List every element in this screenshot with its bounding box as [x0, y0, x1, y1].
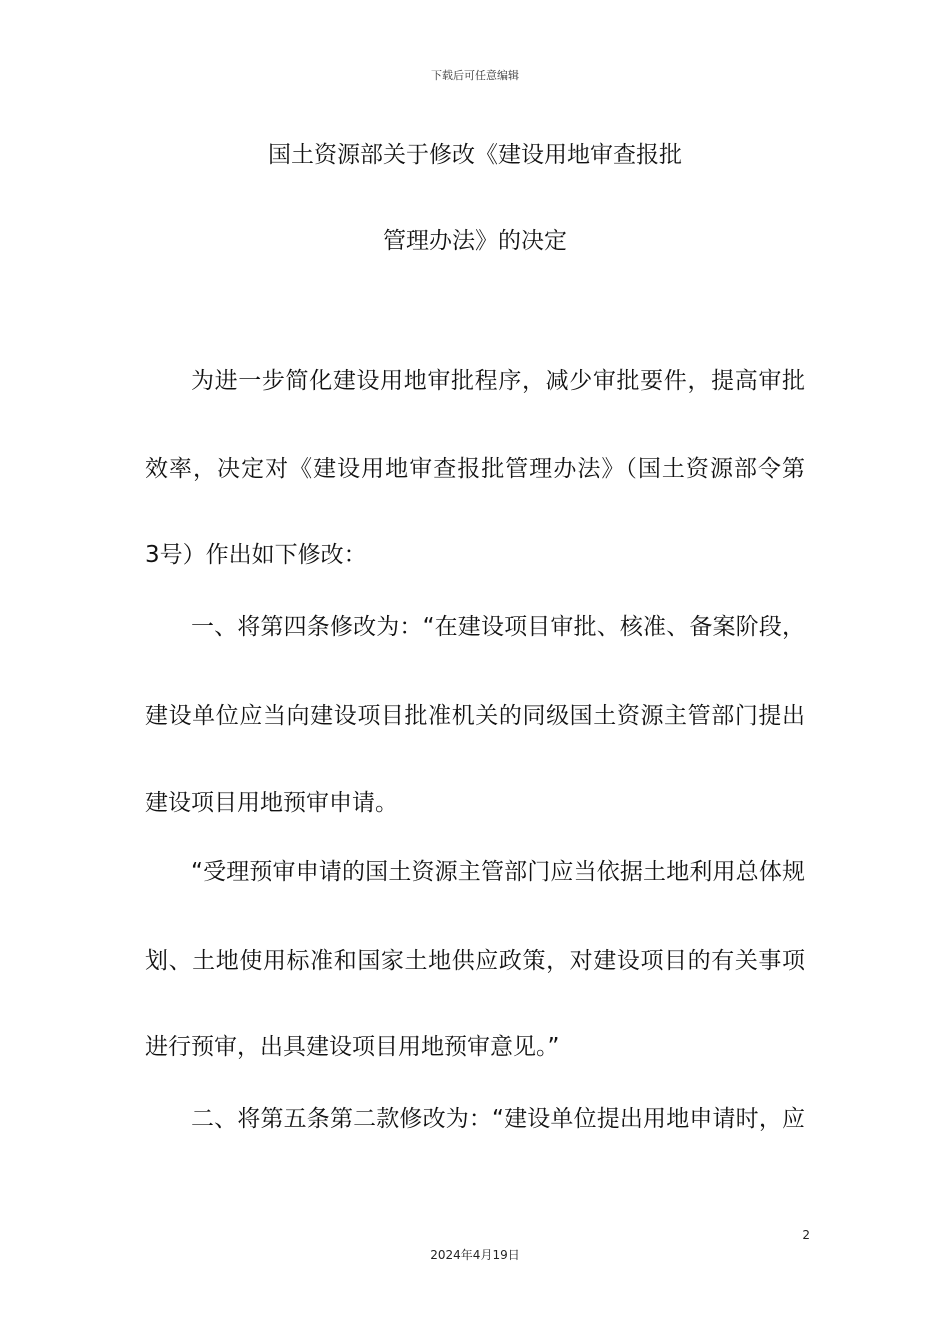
footer-date: 2024年4月19日 — [430, 1248, 520, 1262]
body-line: 二、将第五条第二款修改为：“建设单位提出用地申请时，应 — [191, 1106, 805, 1132]
page-number: 2 — [802, 1228, 810, 1242]
body-line: 建设单位应当向建设项目批准机关的同级国土资源主管部门提出 — [145, 703, 805, 729]
document-title-line-2: 管理办法》的决定 — [383, 228, 567, 254]
body-line: 一、将第四条修改为：“在建设项目审批、核准、备案阶段， — [191, 614, 805, 640]
document-title-line-1: 国土资源部关于修改《建设用地审查报批 — [268, 142, 682, 168]
body-line: 3号）作出如下修改： — [145, 542, 367, 568]
body-line: “受理预审申请的国土资源主管部门应当依据土地利用总体规 — [191, 859, 805, 885]
body-line: 进行预审，出具建设项目用地预审意见。” — [145, 1034, 560, 1060]
header-note: 下载后可任意编辑 — [431, 69, 519, 82]
body-line: 效率，决定对《建设用地审查报批管理办法》（国土资源部令第 — [145, 456, 805, 482]
body-line: 划、土地使用标准和国家土地供应政策，对建设项目的有关事项 — [145, 948, 805, 974]
body-line: 为进一步简化建设用地审批程序，减少审批要件，提高审批 — [191, 368, 805, 394]
body-line: 建设项目用地预审申请。 — [145, 790, 398, 816]
